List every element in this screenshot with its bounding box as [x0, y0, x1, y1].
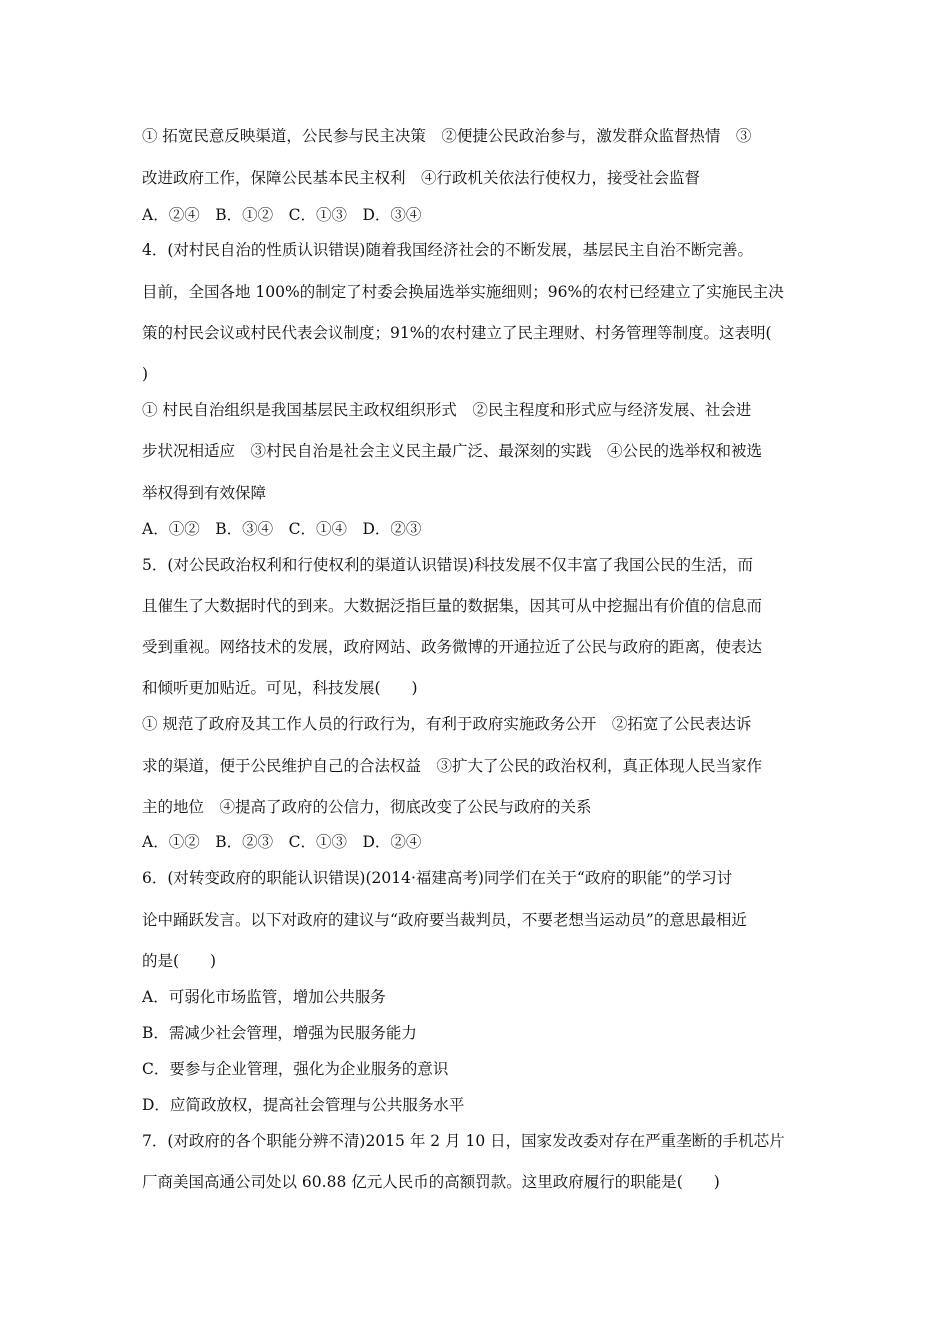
- q6-option-a: A．可弱化市场监管，增加公共服务: [142, 988, 386, 1006]
- q3-choices: A．②④ B．①② C．①③ D．③④: [142, 206, 422, 224]
- q7-stem-line-1: 7．(对政府的各个职能分辨不清)2015 年 2 月 10 日，国家发改委对存在严重垄断的手机芯片: [142, 1132, 785, 1150]
- q3-options-line-1: ① 拓宽民意反映渠道，公民参与民主决策 ②便捷公民政治参与，激发群众监督热情 ③: [142, 127, 752, 145]
- q6-stem-line-3: 的是( ): [142, 952, 217, 970]
- q5-options-line-1: ① 规范了政府及其工作人员的行政行为，有利于政府实施政务公开 ②拓宽了公民表达诉: [142, 715, 752, 733]
- q6-option-d: D．应简政放权，提高社会管理与公共服务水平: [142, 1096, 465, 1114]
- q4-stem-line-3: 策的村民会议或村民代表会议制度；91%的农村建立了民主理财、村务管理等制度。这表明(: [142, 324, 772, 342]
- q4-stem-line-2: 目前，全国各地 100%的制定了村委会换届选举实施细则；96%的农村已经建立了实施民主决: [142, 283, 784, 301]
- q3-options-line-2: 改进政府工作，保障公民基本民主权利 ④行政机关依法行使权力，接受社会监督: [142, 169, 701, 187]
- q5-choices: A．①② B．②③ C．①③ D．②④: [142, 833, 422, 851]
- q6-option-b: B．需减少社会管理，增强为民服务能力: [142, 1024, 417, 1042]
- q4-choices: A．①② B．③④ C．①④ D．②③: [142, 520, 422, 538]
- q7-stem-line-2: 厂商美国高通公司处以 60.88 亿元人民币的高额罚款。这里政府履行的职能是( ): [142, 1173, 720, 1191]
- q5-options-line-3: 主的地位 ④提高了政府的公信力，彻底改变了公民与政府的关系: [142, 798, 592, 816]
- q5-options-line-2: 求的渠道，便于公民维护自己的合法权益 ③扩大了公民的政治权利，真正体现人民当家作: [142, 757, 763, 775]
- q4-stem-line-4: ): [142, 365, 149, 383]
- q4-stem-line-1: 4．(对村民自治的性质认识错误)随着我国经济社会的不断发展，基层民主自治不断完善。: [142, 241, 753, 259]
- q5-stem-line-2: 且催生了大数据时代的到来。大数据泛指巨量的数据集，因其可从中挖掘出有价值的信息而: [142, 597, 763, 615]
- q4-options-line-1: ① 村民自治组织是我国基层民主政权组织形式 ②民主程度和形式应与经济发展、社会进: [142, 401, 752, 419]
- q4-options-line-2: 步状况相适应 ③村民自治是社会主义民主最广泛、最深刻的实践 ④公民的选举权和被选: [142, 442, 763, 460]
- q5-stem-line-3: 受到重视。网络技术的发展，政府网站、政务微博的开通拉近了公民与政府的距离，使表达: [142, 638, 763, 656]
- q6-stem-line-2: 论中踊跃发言。以下对政府的建议与“政府要当裁判员，不要老想当运动员”的意思最相近: [142, 911, 747, 929]
- q6-stem-line-1: 6．(对转变政府的职能认识错误)(2014·福建高考)同学们在关于“政府的职能”的学习讨: [142, 869, 733, 887]
- q4-options-line-3: 举权得到有效保障: [142, 484, 267, 502]
- q5-stem-line-1: 5．(对公民政治权利和行使权利的渠道认识错误)科技发展不仅丰富了我国公民的生活，而: [142, 556, 753, 574]
- q6-option-c: C．要参与企业管理，强化为企业服务的意识: [142, 1060, 449, 1078]
- q5-stem-line-4: 和倾听更加贴近。可见，科技发展( ): [142, 679, 418, 697]
